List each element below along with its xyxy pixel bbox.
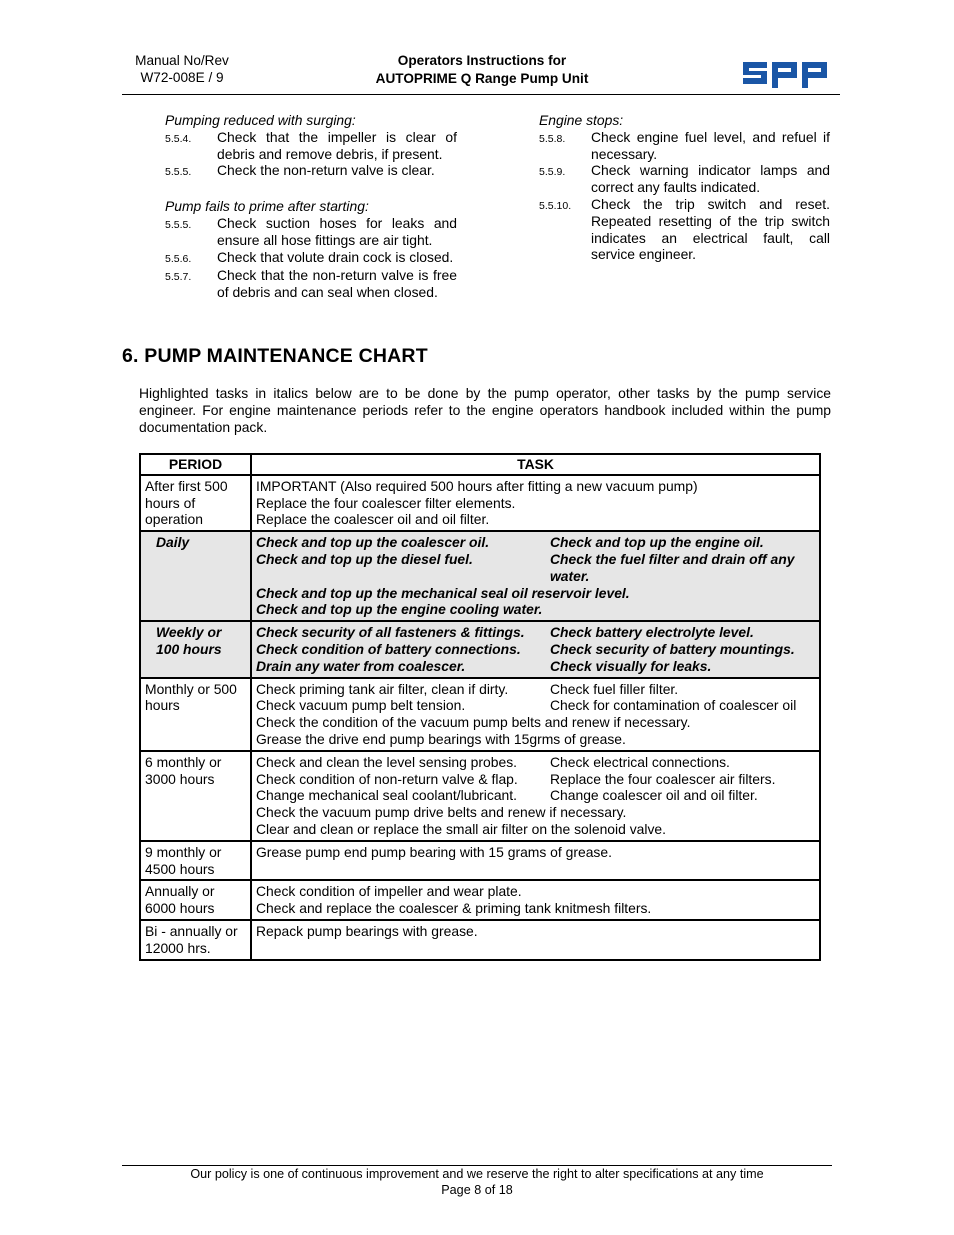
task-line xyxy=(256,681,815,698)
task-line xyxy=(256,787,815,804)
period-cell: Annually or 6000 hours xyxy=(140,880,251,920)
list-item xyxy=(165,267,457,301)
period-cell: After first 500 hours of operation xyxy=(140,475,251,531)
period-header: PERIOD xyxy=(140,454,251,475)
task-line: Clear and clean or replace the small air filter on the solenoid valve. xyxy=(256,820,666,837)
task-text: Check security of all fasteners & fittings. xyxy=(256,624,525,641)
page-number: Page 8 of 18 xyxy=(441,1182,513,1197)
heading-engine-stops: Engine stops: xyxy=(539,112,624,128)
task-text: Check security of battery mountings. xyxy=(550,640,795,657)
maintenance-chart xyxy=(139,453,821,961)
table-row xyxy=(140,841,820,881)
period-cell: 6 monthly or 3000 hours xyxy=(140,751,251,841)
task-text: Check electrical connections. xyxy=(550,753,730,770)
manual-number: W72-008E / 9 xyxy=(140,70,224,85)
task-text: Check and top up the engine oil. xyxy=(550,534,764,551)
table-row xyxy=(140,475,820,531)
document-title xyxy=(300,52,664,88)
table-row xyxy=(140,531,820,621)
item-text: Check that volute drain cock is closed. xyxy=(217,248,454,265)
item-text: Check the trip switch and reset. Repeated resetting of the trip switch indicates an electrical fault, call service engineer. xyxy=(591,195,830,263)
manual-label: Manual No/Rev xyxy=(135,53,229,68)
section-title: 6. PUMP MAINTENANCE CHART xyxy=(122,345,428,367)
item-text: Check engine fuel level, and refuel if necessary. xyxy=(591,128,830,162)
task-line xyxy=(256,624,815,641)
task-text: Check battery electrolyte level. xyxy=(550,624,754,641)
item-text: Check that the non-return valve is free of debris and can seal when closed. xyxy=(217,267,457,301)
task-line xyxy=(256,754,815,771)
item-number: 5.5.5. xyxy=(165,218,192,231)
task-text: Replace the four coalescer air filters. xyxy=(550,770,776,787)
task-cell xyxy=(251,841,820,881)
heading-fails-to-prime: Pump fails to prime after starting: xyxy=(165,198,369,215)
item-number: 5.5.9. xyxy=(539,166,566,179)
task-line xyxy=(256,771,815,788)
task-text: Check and top up the coalescer oil. xyxy=(256,534,490,551)
task-line: Check the condition of the vacuum pump belts and renew if necessary. xyxy=(256,714,691,731)
task-cell xyxy=(251,751,820,841)
heading-pumping-reduced: Pumping reduced with surging: xyxy=(165,112,356,128)
task-text: Check and clean the level sensing probes. xyxy=(256,753,517,770)
task-text: Check vacuum pump belt tension. xyxy=(256,697,466,714)
task-cell xyxy=(251,475,820,531)
task-cell xyxy=(251,531,820,621)
task-line xyxy=(256,658,815,675)
item-number: 5.5.8. xyxy=(539,132,566,145)
task-text: Change coalescer oil and oil filter. xyxy=(550,787,758,804)
troubleshooting-right-column xyxy=(539,112,830,263)
list-item xyxy=(539,129,830,163)
section-intro: Highlighted tasks in italics below are to be done by the pump operator, other tasks by the pump service engineer. For engine maintenance periods refer to the engine operators handbook included within the pump documentation pack. xyxy=(139,385,831,435)
period-cell: 9 monthly or 4500 hours xyxy=(140,841,251,881)
task-line xyxy=(256,534,815,551)
task-line: Replace the coalescer oil and oil filter. xyxy=(256,511,490,528)
task-text: Check for contamination of coalescer oil xyxy=(550,697,797,714)
table-row xyxy=(140,751,820,841)
period-cell: Bi - annually or 12000 hrs. xyxy=(140,920,251,960)
task-text: Drain any water from coalescer. xyxy=(256,657,466,674)
task-text: Check visually for leaks. xyxy=(550,657,712,674)
troubleshooting-left-column xyxy=(165,112,457,301)
task-cell xyxy=(251,678,820,751)
task-text: Check priming tank air filter, clean if dirty. xyxy=(256,680,509,697)
item-text: Check warning indicator lamps and correct any faults indicated. xyxy=(591,162,830,196)
item-number: 5.5.10. xyxy=(539,199,572,212)
task-line xyxy=(256,551,815,585)
task-text: Check and top up the diesel fuel. xyxy=(256,550,473,567)
spp-logo xyxy=(743,56,828,90)
task-text: Check the fuel filter and drain off any water. xyxy=(550,550,795,584)
task-line: Grease the drive end pump bearings with 15grms of grease. xyxy=(256,730,626,747)
footer-divider xyxy=(122,1165,832,1166)
task-line xyxy=(256,697,815,714)
task-line: Check and top up the mechanical seal oil reservoir level. xyxy=(256,584,630,601)
task-line: Check condition of impeller and wear plate. xyxy=(256,883,522,900)
list-item xyxy=(539,196,830,263)
item-text: Check the non-return valve is clear. xyxy=(217,162,435,179)
task-text: Check condition of non-return valve & flap. xyxy=(256,770,518,787)
item-text: Check suction hoses for leaks and ensure all hose fittings are air tight. xyxy=(217,214,457,248)
table-row xyxy=(140,920,820,960)
policy-text: Our policy is one of continuous improvement and we reserve the right to alter specifications at any time xyxy=(190,1167,764,1181)
title-line-1: Operators Instructions for xyxy=(397,53,567,68)
task-line: Check the vacuum pump drive belts and renew if necessary. xyxy=(256,804,627,821)
task-line: IMPORTANT (Also required 500 hours after fitting a new vacuum pump) xyxy=(256,477,698,494)
period-cell: Weekly or 100 hours xyxy=(140,621,251,677)
task-cell xyxy=(251,621,820,677)
table-row xyxy=(140,880,820,920)
task-text: Check fuel filler filter. xyxy=(550,680,679,697)
manual-number-block xyxy=(122,52,242,86)
task-cell xyxy=(251,880,820,920)
table-row xyxy=(140,678,820,751)
task-cell xyxy=(251,920,820,960)
list-item xyxy=(539,162,830,196)
list-item xyxy=(165,129,457,163)
task-line xyxy=(256,641,815,658)
task-line: Replace the four coalescer filter elements. xyxy=(256,494,516,511)
item-number: 5.5.7. xyxy=(165,271,192,284)
item-number: 5.5.6. xyxy=(165,252,192,265)
period-cell: Daily xyxy=(140,531,251,621)
list-item xyxy=(165,249,457,268)
list-item xyxy=(165,162,457,181)
task-line: Check and replace the coalescer & priming tank knitmesh filters. xyxy=(256,900,652,917)
task-text: Change mechanical seal coolant/lubricant. xyxy=(256,787,517,804)
header-divider xyxy=(122,94,840,95)
item-number: 5.5.4. xyxy=(165,132,192,145)
task-line: Repack pump bearings with grease. xyxy=(256,922,478,939)
item-text: Check that the impeller is clear of debris and remove debris, if present. xyxy=(217,128,457,162)
task-header: TASK xyxy=(251,454,820,475)
task-line: Check and top up the engine cooling water. xyxy=(256,601,543,618)
title-line-2: AUTOPRIME Q Range Pump Unit xyxy=(375,71,589,86)
task-text: Check condition of battery connections. xyxy=(256,640,521,657)
page-footer xyxy=(122,1167,832,1198)
period-cell: Monthly or 500 hours xyxy=(140,678,251,751)
item-number: 5.5.5. xyxy=(165,166,192,179)
list-item xyxy=(165,215,457,249)
task-line: Grease pump end pump bearing with 15 grams of grease. xyxy=(256,843,612,860)
table-row xyxy=(140,621,820,677)
